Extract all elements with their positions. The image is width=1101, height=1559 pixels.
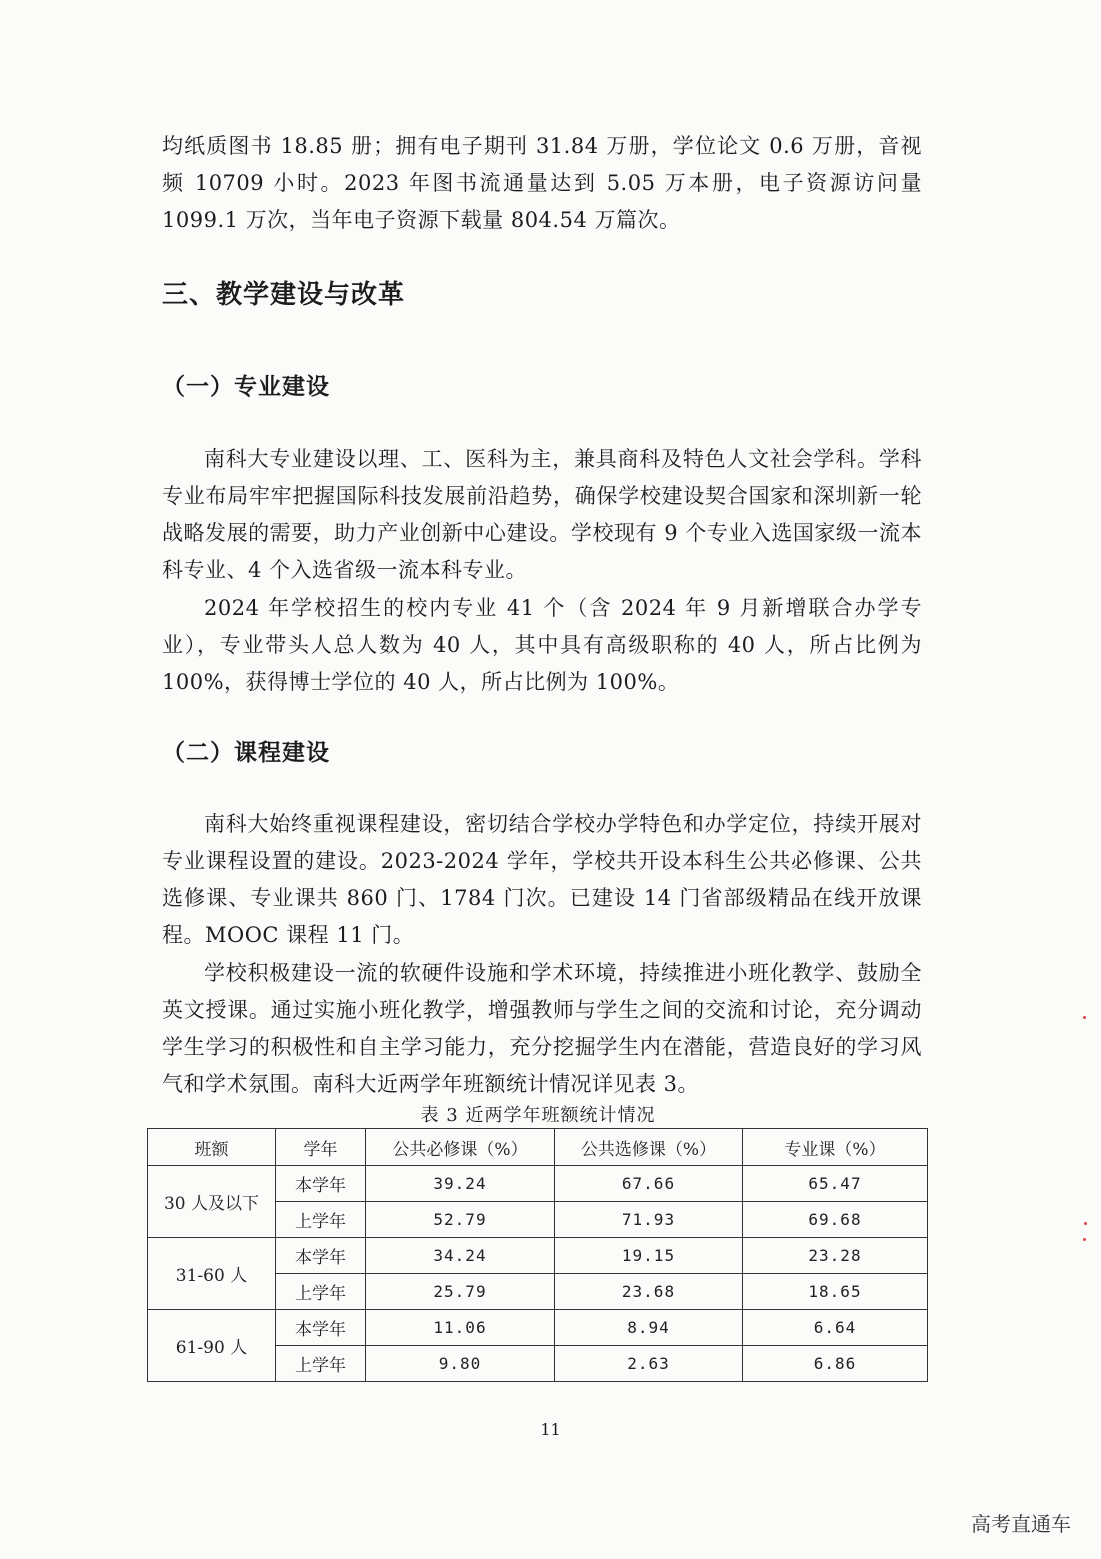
header-public-required: 公共必修课（%） (366, 1129, 555, 1166)
group-label: 61-90 人 (148, 1310, 276, 1382)
value-cell: 67.66 (555, 1166, 743, 1202)
paragraph-library-stats: 均纸质图书 18.85 册；拥有电子期刊 31.84 万册，学位论文 0.6 万册，音视频 10709 小时。2023 年图书流通量达到 5.05 万本册，电子资源访问量 1099.1 万次，当年电子资源下载量 804.54 万篇次。 (162, 134, 922, 232)
table-header-row (148, 1129, 928, 1166)
value-cell: 23.28 (743, 1238, 928, 1274)
value-cell: 23.68 (555, 1274, 743, 1310)
value-cell: 18.65 (743, 1274, 928, 1310)
scan-speck (1083, 1016, 1086, 1019)
year-cell: 上学年 (276, 1202, 366, 1238)
header-class-size: 班额 (148, 1129, 276, 1166)
value-cell: 25.79 (366, 1274, 555, 1310)
value-cell: 6.64 (743, 1310, 928, 1346)
value-cell: 71.93 (555, 1202, 743, 1238)
watermark-text: 高考直通车 (971, 1512, 1071, 1536)
page-number: 11 (540, 1420, 561, 1439)
value-cell: 6.86 (743, 1346, 928, 1382)
value-cell: 39.24 (366, 1166, 555, 1202)
year-cell: 上学年 (276, 1274, 366, 1310)
paragraph-small-class-teaching: 学校积极建设一流的软硬件设施和学术环境，持续推进小班化教学、鼓励全英文授课。通过实施小班化教学，增强教师与学生之间的交流和讨论，充分调动学生学习的积极性和自主学习能力，充分挖掘学生内在潜能，营造良好的学习风气和学术氛围。南科大近两学年班额统计情况详见表 3。 (162, 961, 922, 1096)
subsection-heading-course-construction: （二）课程建设 (162, 740, 330, 766)
table-row (148, 1166, 928, 1202)
scan-speck (1084, 1222, 1087, 1225)
value-cell: 2.63 (555, 1346, 743, 1382)
table-caption: 表 3 近两学年班额统计情况 (420, 1105, 656, 1126)
group-label: 31-60 人 (148, 1238, 276, 1310)
header-academic-year: 学年 (276, 1129, 366, 1166)
value-cell: 34.24 (366, 1238, 555, 1274)
header-public-elective: 公共选修课（%） (555, 1129, 743, 1166)
year-cell: 本学年 (276, 1238, 366, 1274)
group-label: 30 人及以下 (148, 1166, 276, 1238)
value-cell: 11.06 (366, 1310, 555, 1346)
section-heading-teaching-reform: 三、教学建设与改革 (162, 280, 406, 310)
scan-speck (1083, 1238, 1086, 1241)
class-size-table (147, 1128, 928, 1382)
paragraph-course-construction: 南科大始终重视课程建设，密切结合学校办学特色和办学定位，持续开展对专业课程设置的建设。2023-2024 学年，学校共开设本科生公共必修课、公共选修课、专业课共 860 门、1784 门次。已建设 14 门省部级精品在线开放课程。MOOC 课程 11 门。 (162, 812, 922, 947)
value-cell: 9.80 (366, 1346, 555, 1382)
year-cell: 上学年 (276, 1346, 366, 1382)
value-cell: 8.94 (555, 1310, 743, 1346)
value-cell: 52.79 (366, 1202, 555, 1238)
table-row (148, 1310, 928, 1346)
year-cell: 本学年 (276, 1166, 366, 1202)
subsection-heading-major-construction: （一）专业建设 (162, 374, 330, 400)
value-cell: 65.47 (743, 1166, 928, 1202)
paragraph-major-construction: 南科大专业建设以理、工、医科为主，兼具商科及特色人文社会学科。学科专业布局牢牢把握国际科技发展前沿趋势，确保学校建设契合国家和深圳新一轮战略发展的需要，助力产业创新中心建设。学校现有 9 个专业入选国家级一流本科专业、4 个入选省级一流本科专业。 (162, 447, 922, 582)
year-cell: 本学年 (276, 1310, 366, 1346)
paragraph-enrollment-majors: 2024 年学校招生的校内专业 41 个（含 2024 年 9 月新增联合办学专业），专业带头人总人数为 40 人，其中具有高级职称的 40 人，所占比例为 100%，获得博士学位的 40 人，所占比例为 100%。 (162, 596, 922, 694)
value-cell: 69.68 (743, 1202, 928, 1238)
table-row (148, 1238, 928, 1274)
header-major-course: 专业课（%） (743, 1129, 928, 1166)
value-cell: 19.15 (555, 1238, 743, 1274)
